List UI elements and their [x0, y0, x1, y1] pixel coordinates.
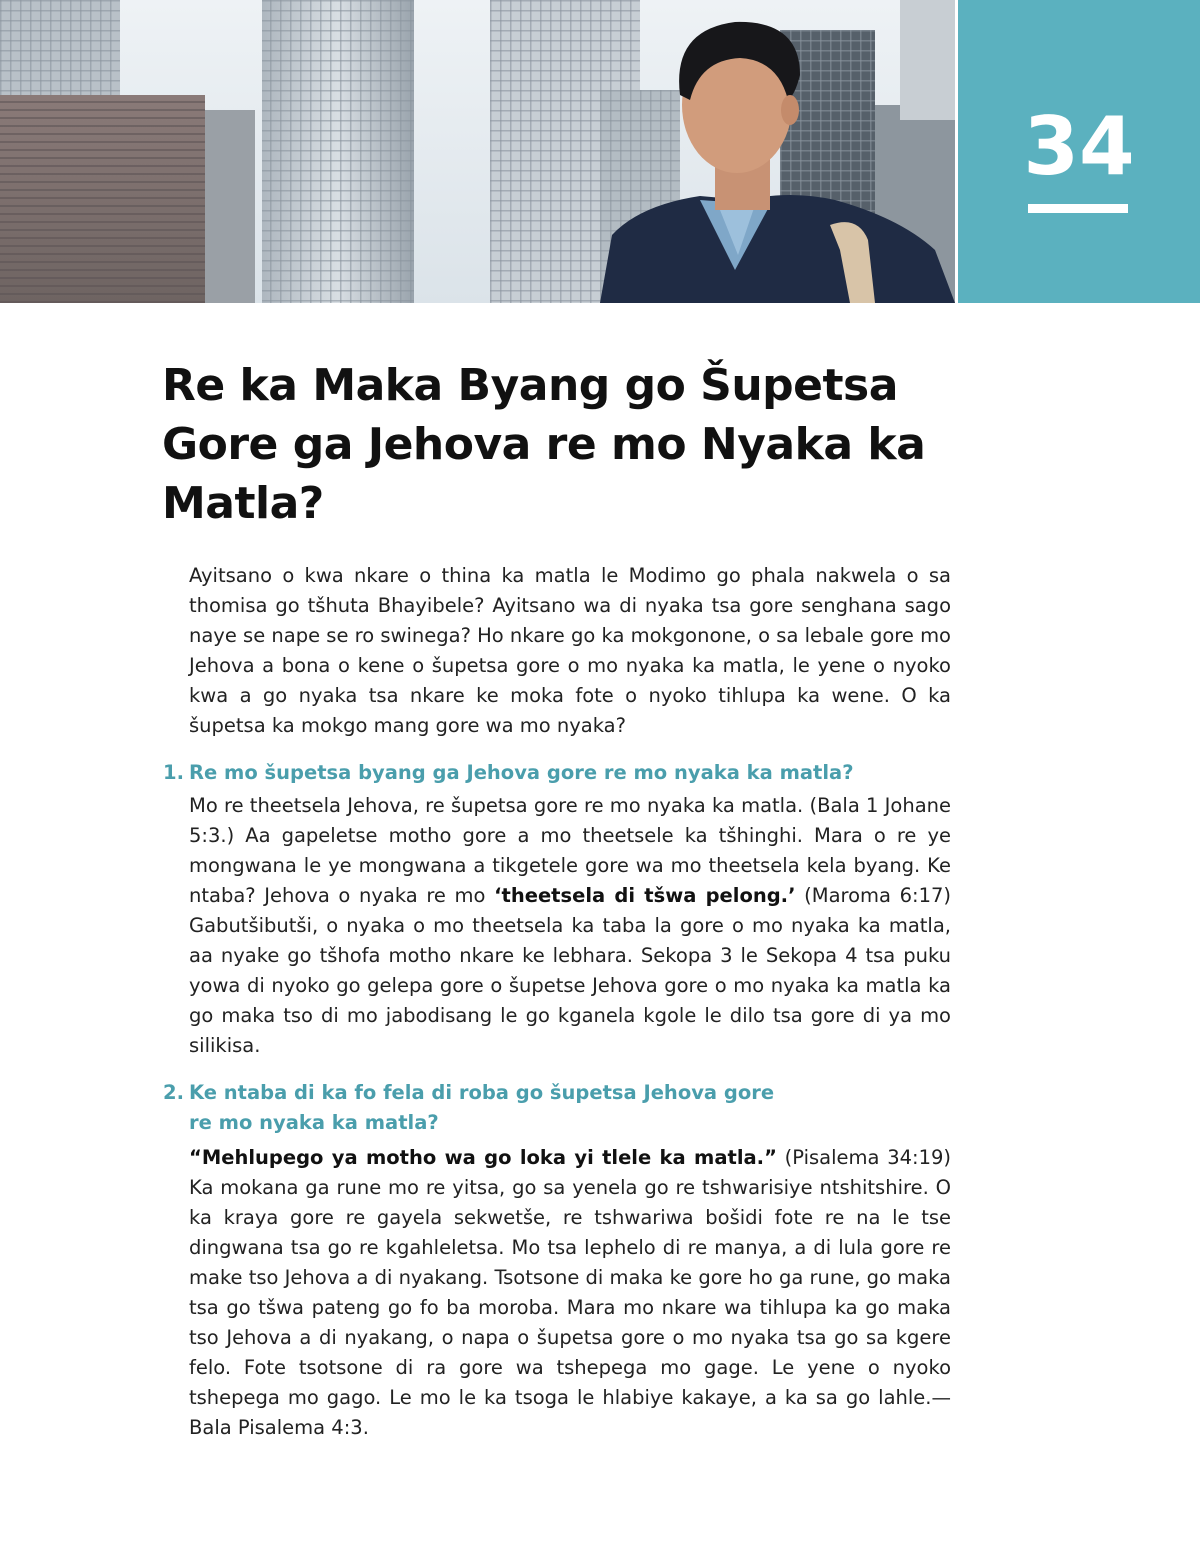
- answer-quote: “Mehlupego ya motho wa go loka yi tlele ka matla.”: [189, 1146, 777, 1169]
- chapter-underline: [1028, 204, 1128, 213]
- hero-photo: [0, 0, 955, 303]
- answer-text: Mo re theetsela Jehova, re šupetsa gore re mo nyaka ka matla. (Bala 1 Johane 5:3.) Aa gapeletse motho gore a mo theetsele ka tšhinghi. Mara o re ye mongwana le ye mongwana a tikgetele gore wa mo theetsela kela byang. Ke ntaba? Jehova o nyaka re mo: [189, 794, 951, 907]
- city-man-photo-icon: [0, 0, 955, 303]
- chapter-number: 34: [1023, 100, 1135, 193]
- question-text: re mo nyaka ka matla?: [189, 1111, 439, 1134]
- page-title: Re ka Maka Byang go Šupetsa Gore ga Jehova re mo Nyaka ka Matla?: [162, 360, 926, 529]
- question-text: Re mo šupetsa byang ga Jehova gore re mo nyaka ka matla?: [189, 761, 854, 784]
- question-number: 1.: [163, 761, 184, 784]
- question-text: Ke ntaba di ka fo fela di roba go šupetsa Jehova gore: [189, 1081, 775, 1104]
- answer-1-paragraph: [189, 791, 951, 1061]
- answer-2-paragraph: [189, 1143, 951, 1443]
- answer-text: (Pisalema 34:19) Ka mokana ga rune mo re yitsa, go sa yenela go re tshwarisiye ntshitshire. O ka kraya gore re gayela sekwetše, re tshwariwa bošidi fote re na le tse dingwana tsa go re kgahleletsa. Mo tsa lephelo di re manya, a di lula gore re make tso Jehova a di nyakang. Tsotsone di maka ke gore ho ga rune, go maka tsa go tšwa pateng go fo ba moroba. Mara mo nkare wa tihlupa ka go maka tso Jehova a di nyakang, o napa o šupetsa gore o mo nyaka tsa go sa kgere felo. Fote tsotsone di ra gore wa tshepega mo gage. Le yene o nyoko tshepega mo gago. Le mo le ka tsoga le hlabiye kakaye, a ka sa go lahle.—Bala Pisalema 4:3.: [189, 1146, 952, 1439]
- question-2: [163, 1078, 923, 1138]
- answer-quote: ‘theetsela di tšwa pelong.’: [494, 884, 796, 907]
- question-number: 2.: [163, 1081, 184, 1104]
- chapter-badge: [958, 0, 1200, 303]
- intro-paragraph: Ayitsano o kwa nkare o thina ka matla le Modimo go phala nakwela o sa thomisa go tšhuta Bhayibele? Ayitsano wa di nyaka tsa gore senghana sago naye se nape se ro swinega? Ho nkare go ka mokgonone, o sa lebale gore mo Jehova a bona o kene o šupetsa gore o mo nyaka ka matla, le yene o nyoko kwa a go nyaka tsa nkare ke moka fote o nyoko tihlupa ka wene. O ka šupetsa ka mokgo mang gore wa mo nyaka?: [189, 564, 951, 737]
- answer-text: (Maroma 6:17) Gabutšibutši, o nyaka o mo theetsela ka taba la gore o mo nyaka ka matla, aa nyake go tšhofa motho nkare ke lebhara. Sekopa 3 le Sekopa 4 tsa puku yowa di nyoko go gelepa gore o šupetse Jehova gore o mo nyaka ka matla ka go maka tso di mo jabodisang le go kganela kgole le dilo tsa gore di ya mo silikisa.: [189, 884, 952, 1057]
- question-1: [163, 758, 923, 788]
